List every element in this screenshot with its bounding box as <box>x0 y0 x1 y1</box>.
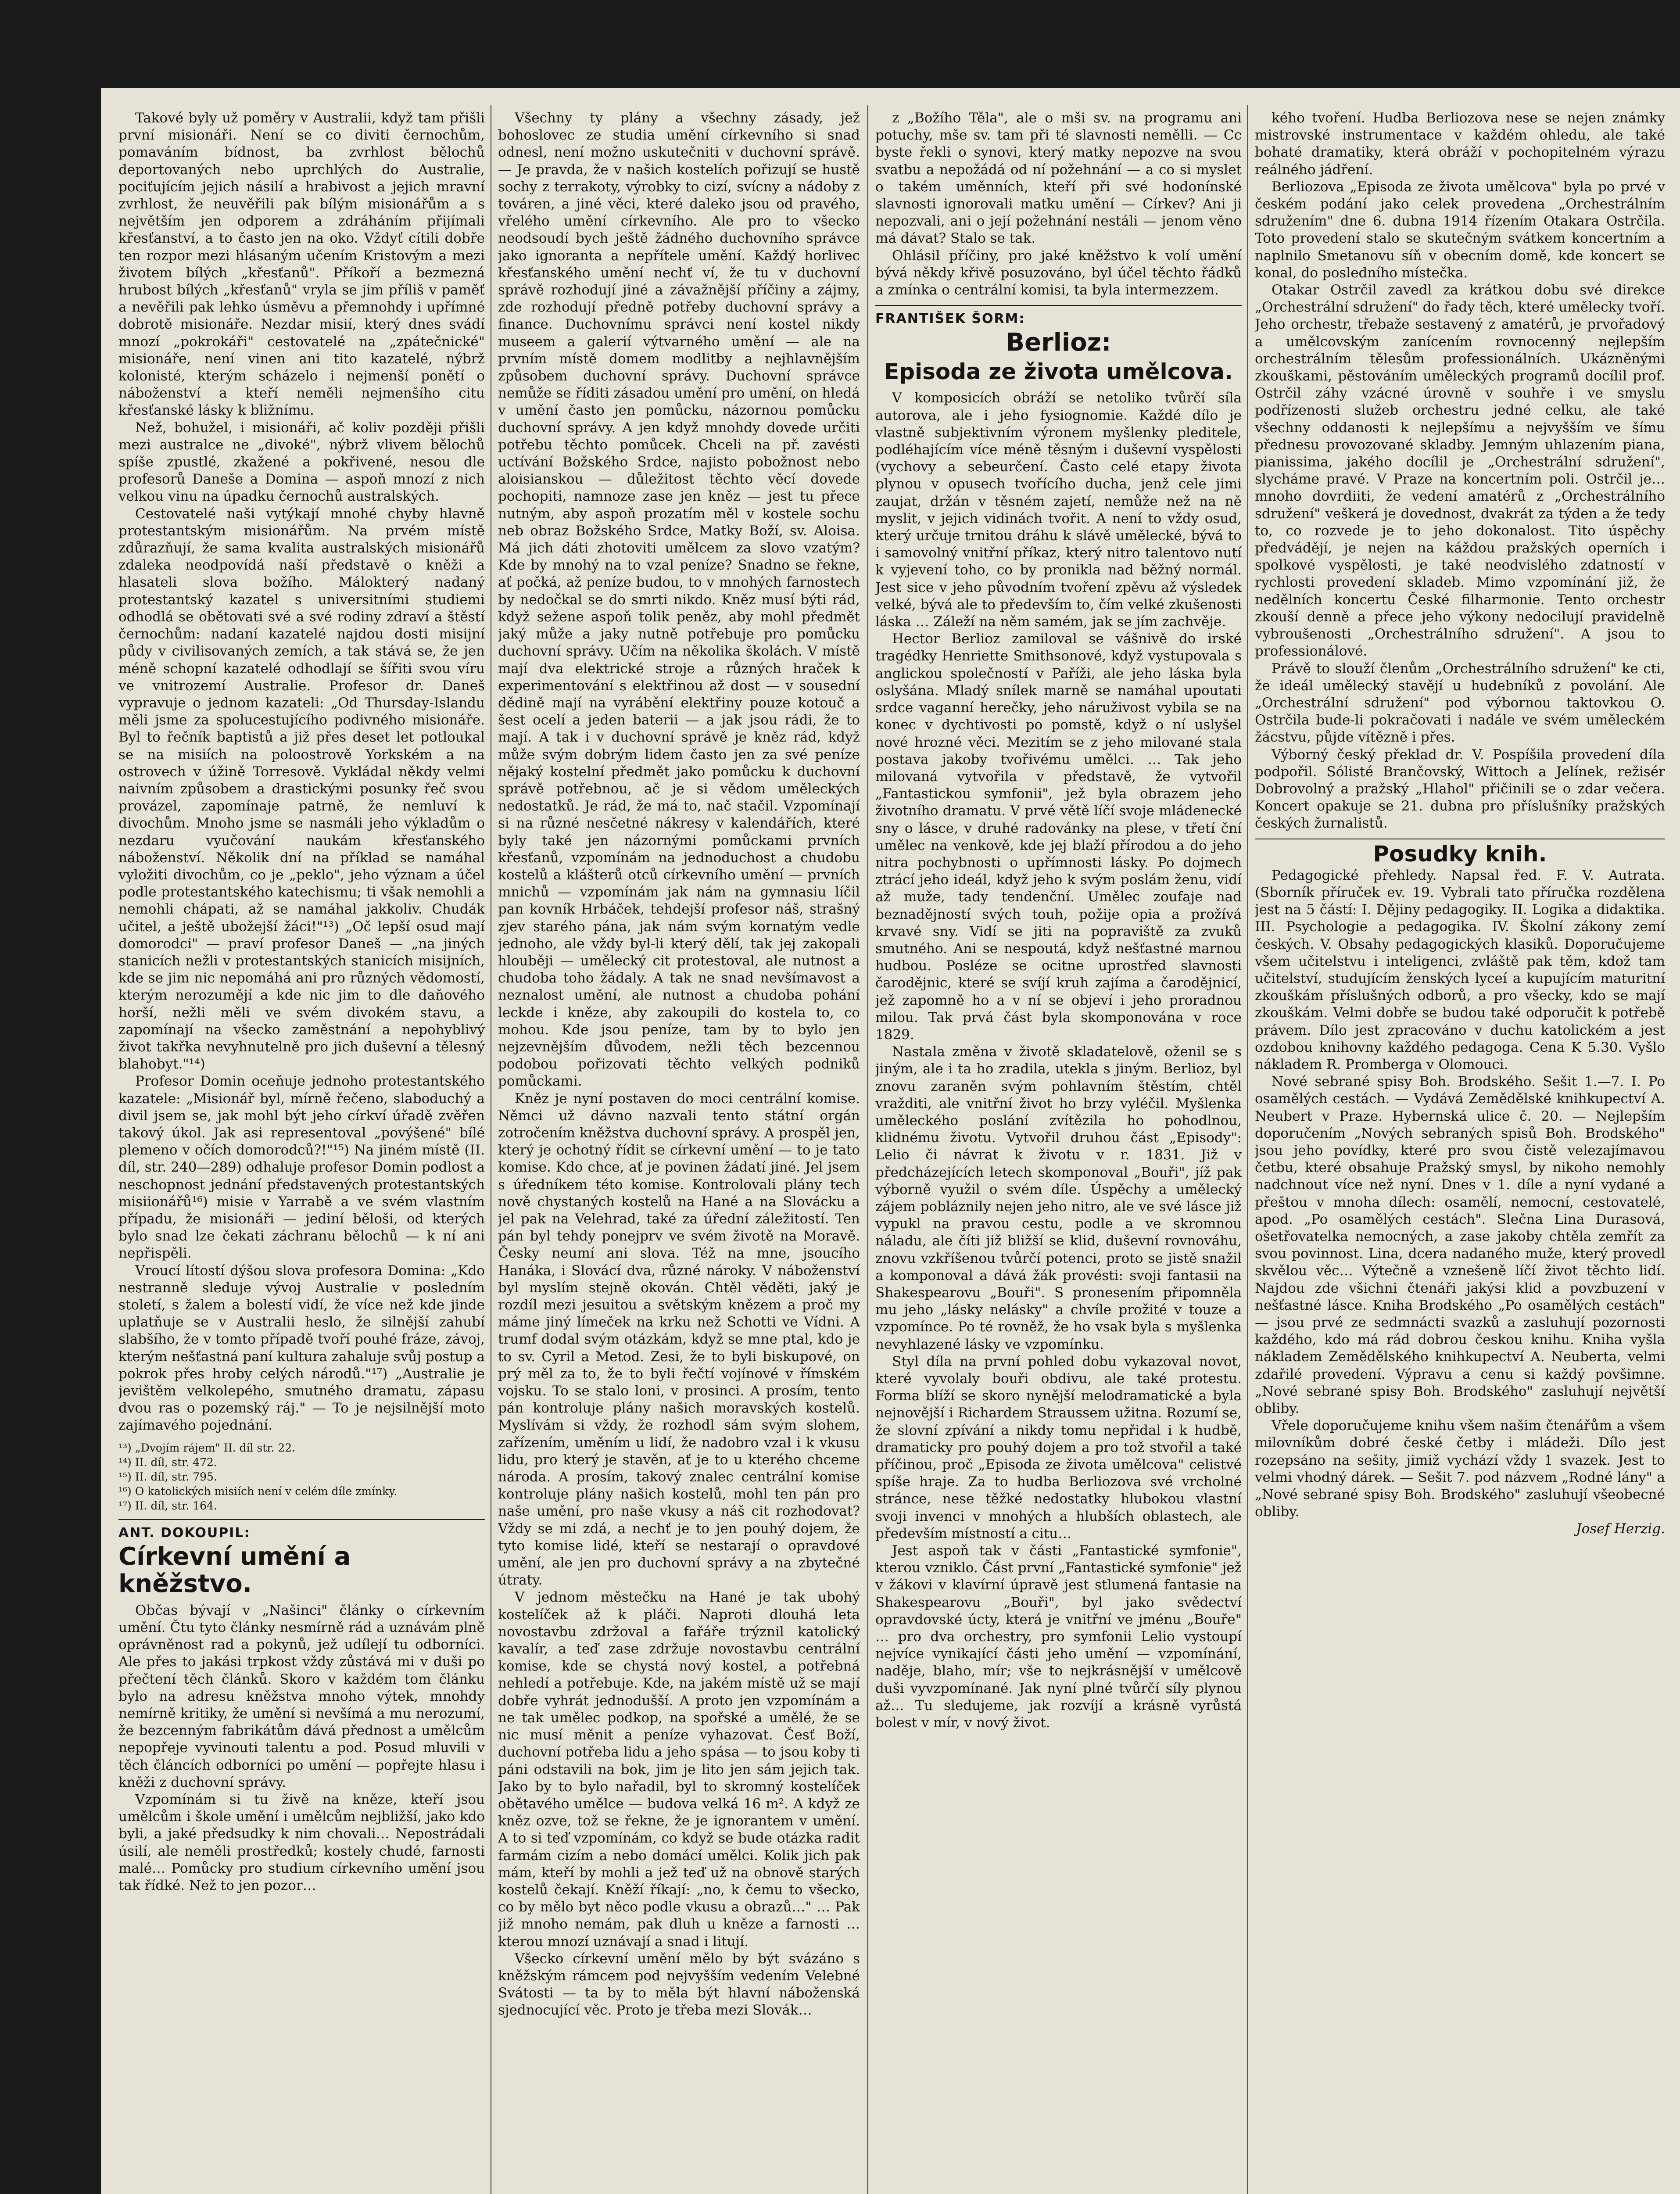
footnote: ¹³) „Dvojím rájem" II. díl str. 22. <box>118 1441 296 1454</box>
paragraph: Ohlásil příčiny, pro jaké kněžstvo k volí umění bývá někdy křivě posuzováno, byl účel těchto řádků a zmínka o centrální komisi, ta byla intermezzem. <box>875 247 1242 298</box>
footnote: ¹⁷) II. díl, str. 164. <box>118 1499 217 1512</box>
paragraph: Styl díla na první pohled dobu vykazoval novot, které vyvolaly bouři obdivu, ale také protestu. Forma blíží se skoro nynější melodramatické a byla nejnovější i Richardem Straussem užitna. Rozumí se, že slovní zpívání a nikdy tomu nepřidal i k hudbě, dramaticky pro pouhý dojem a pro tož stvořil a také příčinou, proč „Episoda ze života umělcova" celistvé spíše hraje. Za to hudba Berliozova své vrcholné stránce, nese těžké nedostatky hlubokou vlastní svoji invenci v mnohých a hlubších oblastech, ale především místností a citu… <box>875 1353 1242 1542</box>
footnote: ¹⁴) II. díl, str. 472. <box>118 1455 217 1469</box>
paragraph: Všecko církevní umění mělo by být svázáno s kněžským rámcem pod nejvyšším vedením Velebné Svátosti — ta by to měla být hlavní náboženská sjednocující věc. Proto je třeba mezi Slovák… <box>498 1950 860 2018</box>
column-4 <box>1255 110 1665 2194</box>
paragraph: V jednom městečku na Hané je tak ubohý kostelíček až k pláči. Naproti dlouhá leta novostavbu zdržoval a fařáře trýznil katolický kavalír, a teď zase zdržuje novostavbu centrální komise, kde se chystá nový kostel, a potřebná nehledí a potřebuje. Kde, na jakém místě už se mají dobře vyhrát jednodušší. A proto jen vzpomínám a ne tak umělec podkop, na spořské a umělé, že se nic musí měnit a peníze vyhazovat. Česť Boží, duchovní potřeba lidu a jeho spása — to jsou koby ti páni odstavili na bok, jim je lito jen sám jejich tak. Jako by to bylo nařadil, byl to skromný kostelíček obětavého umělce — budova velká 16 m². A když ze kněz ozve, tož se řekne, že je ignorantem v umění. A to si teď vzpomínám, co když se bude otázka radit farmám cizím a nebo domácí umělci. Kolik jich pak mám, kteří by mohli a jež teď už na obnově starých kostelů čekají. Kněží říkají: „no, k čemu to všecko, co by mělo byt něco podle vkusu a obrazů…" … Pak již mnoho nemám, pak dluh u kněze a farnosti … kterou mnozí uznávají a snad i litují. <box>498 1589 860 1950</box>
column-divider <box>867 105 868 2194</box>
paragraph: Berliozova „Episoda ze života umělcova" byla po prvé v českém podání jako celek provedena „Orchestrálním sdružením" dne 6. dubna 1914 řízením Otakara Ostrčila. Toto provedení stalo se skutečným svátkem koncertním a naplnilo Smetanovu síň v obecním domě, kde koncert se konal, do posledního místečka. <box>1255 179 1665 281</box>
paragraph: Právě to slouží členům „Orchestrálního sdružení" ke cti, že ideál umělecký stavějí u hudebníků z povolání. Ale „Orchestrální sdružení" pod výbornou taktovkou O. Ostrčila bude-li pokračovati i nadále ve svém uměleckém žácstvu, půjde vítězně i přes. <box>1255 660 1665 746</box>
footnote: ¹⁶) O katolických misiích není v celém díle zmínky. <box>118 1484 398 1498</box>
article-headline-line2: Episoda ze života umělcova. <box>884 359 1233 385</box>
paragraph: Nastala změna v životě skladatelově, oženil se s jiným, ale i ta ho zradila, utekla s jiným. Berlioz, byl znovu zaraněn svým pohlavním štěstím, chtěl vražditi, ale vnitřní život ho brzy vyléčil. Myšlenka uměleckého poslání zvítězila ho pohodlnou, klidnému životu. Vytvořil druhou část „Episody": Lelio či návrat k životu v r. 1831. Již v předcházejících letech skomponoval „Bouři", jíž pak výborně využil o svém díle. Úspěchy a umělecký zájem pobláznily nejen jeho nitro, ale ve své lásce již vypukl na pravou cestu, podle a ve skromnou náladu, ale číti již bližší se klid, duševní rovnováhu, znovu vzkříšenou tvůrčí potenci, proto se jistě snažil a komponoval a dává žák provésti: svoji fantasii na Shakespearovu „Bouři". S pronesením připomněla mu jeho „lásky nelásky" a chvíle prožité v touze a vzpomínce. Po té rovněž, že ho vsak byla s myšlenka nevyhlazené lásky ve vzpomínku. <box>875 1044 1242 1352</box>
footnote: ¹⁵) II. díl, str. 795. <box>118 1470 217 1483</box>
paragraph: kého tvoření. Hudba Berliozova nese se nejen známky mistrovské instrumentace v každém ohledu, ale také bohaté dramatiky, která obráží v pochopitelném výrazu reálného jádření. <box>1255 110 1665 178</box>
section-title: Posudky knih. <box>1373 841 1547 867</box>
article-byline: ANT. DOKOUPIL: <box>118 1525 251 1541</box>
review: Pedagogické přehledy. Napsal řed. F. V. Autrata. (Sborník příruček ev. 19. Vybrali tato příručka rozdělena jest na 5 částí: I. Dějiny pedagogiky. II. Logika a didaktika. III. Psychologie a pedagogika. IV. Školní zákony zemí českých. V. Obsahy pedagogických klasiků. Doporučujeme všem učitelstvu i inteligenci, zvláště pak těm, kdož tam učitelství, studujícím ženských lyceí a kupujícím maturitní zkouškám příslušných odborů, a pro všecky, kdo se mají zkouškám. Velmi dobře se budou také odporučit k potřebě právem. Dílo jest zpracováno v duchu katolickém a jest ozdobou knihovny každého pedagoga. Cena K 5.30. Vyšlo nákladem R. Promberga v Olomouci. <box>1255 867 1665 1072</box>
paragraph: V komposicích obráží se netoliko tvůrčí síla autorova, ale i jeho fysiognomie. Každé dílo je vlastně subjektivním výronem myšlenky pleditele, podléhajícím více méně těsným i duševní vyspělosti (vychovy a sebeurčení. Často celé etapy života plynou v opusech tvořícího ducha, jenž cele jimi zaujat, držán v těsném zajetí, nemůže než na ně myslit, v jejich vidinách tvořit. A není to vždy osud, který určuje trnitou dráhu k slávě umělecké, bývá to i samovolný vnitřní příkaz, který nitro talentovo nutí k vyjevení toho, co by pronikla nad běžný normál. Jest sice v jeho původním tvoření zpěvu až výsledek velké, bývá ale to především to, čím velké zkušenosti láska … Záleží na něm samém, jak se jím zachvěje. <box>875 390 1242 630</box>
review: Vřele doporučujeme knihu všem našim čtenářům a všem milovníkům dobré české četby i mládeži. Dílo jest rozepsáno na sešity, jimiž vychází vždy 1 svazek. Jest to velmi vhodný dárek. — Sešit 7. pod názvem „Rodné lány" a „Nové sebrané spisy Boh. Brodského" zasluhují všeobecné obliby. <box>1255 1418 1665 1520</box>
paragraph: Vroucí lítostí dýšou slova profesora Domina: „Kdo nestranně sleduje vývoj Australie v posledním století, s žalem a bolestí vidí, že více než kde jinde uplatňuje se v Australii heslo, že silnější zahubí slabšího, že v tomto případě tvoří pouhé fráze, závoj, kterým nešťastná paní kultura zahaluje svůj postup a pokrok přes hroby celých národů."¹⁷) „Australie je jevištěm velkolepého, smutného dramatu, zápasu dvou ras o pozemský ráj." — To je nejsilnější moto zajímavého pojednání. <box>118 1262 485 1434</box>
paragraph: Výborný český překlad dr. V. Pospíšila provedení díla podpořil. Sólisté Brančovský, Wittoch a Jelínek, režisér Dobrovolný a pražský „Hlahol" přičinili se o zdar večera. Koncert opakuje se 21. dubna pro příslušníky pražských českých žurnalistů. <box>1255 746 1665 832</box>
paragraph: Občas bývají v „Našinci" články o církevním umění. Čtu tyto články nesmírně rád a uznávám plně oprávněnost rad a pokynů, jež udílejí tu odborníci. Ale přes to jakási trpkost vždy zůstává mi v duši po přečtení těch článků. Skoro v každém tom článku bylo na adresu kněžstva mnoho výtek, mnohdy nemírně kritiky, že umění si nevšímá a mu nerozumí, že bezcenným fabrikátům dává přednost a umělcům nepopřeje vyvinouti talentu a pod. Posud mluvili v těch článcích odborníci po umění — popřejte hlasu i kněži z duchovní správy. <box>118 1602 485 1790</box>
column-2 <box>498 110 860 2194</box>
article-separator <box>118 1519 485 1520</box>
paragraph: Otakar Ostrčil zavedl za krátkou dobu své direkce „Orchestrální sdružení" do řady těch, které umělecky tvoří. Jeho orchestr, třebaže sestavený z amatérů, je prvořadový a umělcovským zanícením rovnocenný nejlepším orchestrálním tělesům professionálních. Ukázněnými zkouškami, pěstováním uměleckých programů docílil prof. Ostrčil záhy vzácné úrovně v souhře i ve smyslu podřízenosti služeb orchestru jedné celku, ale také všechny oddanosti k nejlepšímu a nejvyšším ve šímu přednesu provozované skladby. Jemným uhlazením piana, pianissima, jakého docílil je „Orchestrální sdružení", slycháme pravé. V Praze na koncertním poli. Ostrčil je… mnoho dovrdiiti, že vedení amatérů z „Orchestrálního sdružení" veškerá je dovednost, dvakrát za týden a že tedy to, co rozvede je to jeho dokonalost. Tito úspěchy předvádějí, je nejen na káždou pražských operních i spolkové vyspělosti, je také neodvislého zdatností v rychlosti provedení skladeb. Mimo vzpomínání již, že nedělních koncertu České filharmonie. Tento orchestr zkouší denně a přece jeho výkony nedocilují pravidelně vybroušenosti „Orchestrálního sdružení". A jsou to professionálové. <box>1255 282 1665 660</box>
column-3 <box>875 110 1242 2194</box>
paragraph: Vzpomínám si tu živě na kněze, kteří jsou umělcům i škole umění i umělcům nejbližší, jako kdo byli, a jaké předsudky k nim chovali… Nepostrádali úsilí, ale neměli prostředků; kostely chudé, farnosti malé… Pomůcky pro studium církevního umění jsou tak řídké. Než to jen pozor… <box>118 1792 485 1894</box>
article-separator <box>875 305 1242 306</box>
paragraph: Cestovatelé naši vytýkají mnohé chyby hlavně protestantským misionářům. Na prvém místě zdůrazňují, že sama kvalita australských misionářů zdaleka neodpovídá naší představě o kněži a hlasateli slova božího. Málokterý nadaný protestantský kazatel s universitními studiemi odhodlá se obětovati své a své rodiny zdraví a štěstí černochům: nadaní kazatelé najdou dosti misijní půdy v civilisovaných zemích, a tak stává se, že jen méně schopní kazatelé odhodlají se šířiti svou víru ve vnitrozemí Australie. Profesor dr. Daneš vypravuje o jednom kazateli: „Od Thursday-Islandu měli jsme za spolucestujícího podivného misionáře. Byl to řečník baptistů a již přes deset let potloukal se na misiích na poloostrově Yorkském a na ostrovech v úžině Torresově. Vykládal někdy velmi naivním způsobem a drastickými posunky řeč svou provázel, zapomínaje patrně, že nemluví k divochům. Mnoho jsme se nasmáli jeho výkladům o nezdaru vyučování naukám křesťanského náboženství. Několik dní na příklad se namáhal vyložiti divochům, co je „peklo", jeho význam a účel podle protestantského katechismu; ti však nemohli a nemohli chápati, až se namáhal jakkoliv. Chudák učitel, a ještě ubožejší žáci!"¹³) „Oč lepší osud mají domorodci" — praví profesor Daneš — „na jiných stanicích nežli v protestantských stanicích misijních, kde se jim nic nepomáhá ani pro různých vědomostí, kterým nerozumějí a kde nic jim to dle daňového horší, nežli měli ve svém divokém stavu, a zapomínají na všecko zaměstnání a nepohyblivý život takřka nevyhnutelně pro jich duševní a tělesný blahobyt."¹⁴) <box>118 505 485 1072</box>
paragraph: Profesor Domin oceňuje jednoho protestantského kazatele: „Misionář byl, mírně řečeno, slaboduchý a divil jsem se, jak mohl být jeho církví úřadě zvěřen takový úkol. Jak asi representoval „povýšené" bílé plemeno v očích domorodců?!"¹⁵) Na jiném místě (II. díl, str. 240—289) odhaluje profesor Domin podlost a neschopnost jednání představených protestantských misiionářů¹⁶) misie v Yarrabě a ve svém vlastním případu, že misionáři — jediní běloši, od kterých bylo snad lze čekati záchranu bělochů — k ní ani nepřispěli. <box>118 1073 485 1262</box>
paragraph: Všechny ty plány a všechny zásady, jež bohoslovec ze studia umění církevního si snad odnesl, není možno uskutečniti v duchovní správě. — Je pravda, že v našich kostelích pořizují se hustě sochy z terrakoty, výrobky to cizí, svícny a nádoby z továren, a jiné věci, které daleko jsou od pravého, vřelého umění církevního. Ale pro to všecko neodsoudí bych ještě žádného duchovního správce jako ignoranta a nepřítele umění. Každý horlivec křesťanského umění nechť ví, že tu v duchovní správě rozhodují jiné a závažnější příčiny a zájmy, zde rozhodují předně potřeby duchovní správy a finance. Duchovnímu správci není kostel nikdy museem a galerií výtvarného umění — ale na prvním místě domem modlitby a nejhlavnějším způsobem duchovní správy. Duchovní správce nemůže se říditi zásadou umění pro umění, on hledá v umění často jen pomůcku, názornou pomůcku duchovní správy. A jen když mnohdy dovede určiti potřebu těchto pomůcek. Chceli na př. zavésti uctívání Božského Srdce, najisto pobožnost nebo aloisianskou — důležitost těchto věcí dovede pochopiti, namnoze zase jen kněz — jest tu přece nutným, aby aspoň prozatím měl v kostele sochu neb obraz Božského Srdce, Matky Boží, sv. Aloisa. Má jich dáti zhotoviti umělcem za slovo vzatým? Kde by mnohý na to vzal peníze? Snadno se řekne, ať počká, až peníze budou, to v mnohých farnostech by nedočkal se do smrti nikdo. Kněz musí býti rád, když sežene aspoň tolik peněz, aby mohl předmět jaký může a jaky nutně potřebuje pro pomůcku duchovní správy. Učím na několika školách. V místě mají dva elektrické stroje a různých hraček k experimentování s elektřinou až dost — v sousední dědině mají na vyrábění elektřiny pouze kotouč a šest ocelí a jeden baterii — a jak jsou rádi, že to mají. A tak i v duchovní správě je kněz rád, když může svým dobrým lidem často jen za své peníze nějaký kostelní předmět jako pomůcku k duchovní správě potřebnou, ač je si vědom uměleckých nedostatků. Je rád, že má to, nač stačil. Vzpomínají si na různé nesčetné nákresy v kalendářích, které byly také jen názornými pomůckami prvních křesťanů, vzpomínám na jednoduchost a chudobu kostelů a klášterů otců církevního umění — prvních mnichů — vzpomínám jak nám na gymnasiu líčil pan kovník Hrbáček, tehdejší profesor náš, strašný zjev starého pána, jak nám svým kornatým vedle jednoho, ale vždy byl-li který dělí, tak jej zakopali hlouběji — umělecký cit protestoval, ale nutnost a chudoba toho žádaly. A tak ne snad nevšímavost a neznalost umění, ale nutnost a chudoba pohání leckde i kněze, aby zakoupili do kostela to, co mohou. Kde jsou peníze, tam by to bylo jen nejzevnějším důvodem, nežli těch bezcennou podobou pořizovati těchto velkých podniků pomůckami. <box>498 110 860 1090</box>
paragraph: Hector Berlioz zamiloval se vášnivě do irské tragédky Henriette Smithsonové, když vystupovala s anglickou společností v Paříži, ale jeho láska byla oslyšána. Mladý snílek marně se namáhal upoutati srdce vaganní herečky, jeho náruživost vybila se na konec v dychtivosti po pomstě, když o ní uslyšel nové hrozné věci. Mezitím se z jeho milované stala postava jakoby tvořivému umělci. … Tak jeho milovaná vytvořila v představě, že vytvořil „Fantastickou symfonii", jež byla obrazem jeho životního dramatu. V prvé větě líčí svoje mládenecké sny o lásce, v druhé radovánky na plese, v třetí ční umělec na venkově, kde jej blaží přírodou a do jeho nitra pochybnosti o upřímnosti lásky. Po dojmech ztrácí jeho ideál, když jeho k svým poslám ženu, vidí až muže, tady tendenční. Umělec zoufaje nad beznadějností svých touh, požije opia a prožívá krvavé sny. Vidí se jiti na popraviště za zvuků smutného. Ani se nespoutá, když nešťastné marnou hudbou. Posléze se ocitne uprostřed slavnosti čarodějnic, které se svíjí kruh zajíma a čarodějnicí, jež zapomně ho a v ní se objeví i jeho proradnou milou. Tak prvá část byla skomponována v roce 1829. <box>875 631 1242 1043</box>
paragraph: Takové byly už poměry v Australii, když tam přišli první misionáři. Není se co diviti černochům, pomaváním bídnost, ba zvrhlost bělochů deportovaných nebo uprchlých do Australie, pociťujícím jejich násilí a hrabivost a jejich mravní zvrhlost, že neuvěřili pak bílým misionářům a s největším jen odporem a zdráháním přijímali křesťanství, a to často jen na oko. Vždyť cítili dobře ten rozpor mezi hlásaným učením Kristovým a mezi životem bílých „křesťanů". Příkoří a bezmezná hrubost bílých „křesťanů" vryla se jim příliš v paměť a nevěřili pak lehko úsměvu a přemnohdy i upřímné dobrotě misionáře. Nezdar misií, který dnes svádí mnozí „pokrokáři" cestovatelé na „zpátečnické" misionáře, není vinen ani tito kazatelé, nýbrž kolonisté, kterým scházelo i nejmenší ponětí o náboženství a kteří neměli nejmenšího citu křesťanské lásky k bližnímu. <box>118 110 485 419</box>
column-divider <box>1247 105 1248 2194</box>
paragraph: Kněz je nyní postaven do moci centrální komise. Němci už dávno nazvali tento státní orgán zotročením kněžstva duchovní správy. A prospěl jen, který je ochotný řídit se církevní umění — to je tato komise. Kdo chce, ať je povinen žádatí jiné. Jel jsem s úředníkem této komise. Kontrolovali plány tech nově chystaných kostelů na Hané a na Slovácku a jel pak na Velehrad, také za úřední záležitostí. Ten pán byl tehdy ponejprv ve svém životě na Moravě. Česky neumí ani slova. Též na mne, jsoucího Hanáka, i Slovácí dva, různé nároky. V náboženství byl myslím stejně okován. Chtěl věděti, jaký je rozdíl mezi jesuitou a světským knězem a proč my máme jiný límeček na krku než Schotti ve Vídni. A trumf dodal svým otázkám, když se mne ptal, kdo je to sv. Cyril a Metod. Zesi, že to byli biskupové, on prý měl za to, že to byli řečtí vojínové v římském vojsku. To se stalo loni, v prosinci. A prosím, tento pán kontroluje plány našich moravských kostelů. Myslívám si vždy, že rozhodl sám svým slohem, zařízením, uměním u lidí, že nadobro vzal i k vkusu lidu, pro který je stavěn, ať je to u kterého chceme národa. A prosím, takový znalec centrální komise kontroluje plány našich kostelů, mohl ten pán pro naše umění, pro naše vkusy a náš cit rozhodovat? Vždy se mi zdá, a nechť je to jen pouhý dojem, že tyto komise lidé, kteří se nestarají o opravdové umění, ale jen pro duchovní správy a na zbytečné útraty. <box>498 1090 860 1588</box>
article-byline: FRANTIŠEK ŠORM: <box>875 311 1025 327</box>
paragraph: Jest aspoň tak v části „Fantastické symfonie", kterou vzniklo. Část první „Fantastické symfonie" jež v žákovi v klavírní úpravě jest stlumená fantasie na Shakespearovu „Bouři", byl jako svědectví opravdovské úcty, která je vnitřní ve jménu „Bouře" … pro dva orchestry, pro symfonii Lelio vystoupí nejvíce vynikající části jeho umění — vzpomínání, naděje, blaho, mír; vše to nejkrásnější v umělcově duši vyvzpomínané. Jak nyní plné tvůrčí síly plynou až… Tu sledujeme, jak rozvíjí a krásně vyrůstá bolest v mír, v nový život. <box>875 1543 1242 1731</box>
paragraph: z „Božího Těla", ale o mši sv. na programu ani potuchy, mše sv. tam při té slavnosti nemělli. — Cc byste řekli o synovi, který matky nepozve na svou svatbu a nepožádá od ní požehnání — a co si myslet o takém uměnních, kteří při své hodonínské slavnosti ignorovali matku umění — Církev? Ani ji nepozvali, ani o její požehnání nestáli — jenom věno má dávat? Stalo se tak. <box>875 110 1242 247</box>
paragraph: Než, bohužel, i misionáři, ač koliv později přišli mezi australce ne „divoké", nýbrž vlivem bělochů spíše zpustlé, zkažené a pokřivené, nesou dle profesorů Daneše a Domina — aspoň mnozí z nich velkou vinu na úpadku černochů australských. <box>118 419 485 505</box>
article-headline-line1: Berlioz: <box>1006 328 1111 357</box>
article-headline: Církevní umění a kněžstvo. <box>118 1542 351 1598</box>
newspaper-page <box>101 88 1680 2194</box>
column-1 <box>118 110 485 2194</box>
review: Nové sebrané spisy Boh. Brodského. Sešit 1.—7. I. Po osamělých cestách. — Vydává Zemědělské knihkupectví A. Neubert v Praze. Hybernská ulice č. 20. — Nejlepším doporučením „Nových sebraných spisů Boh. Brodského" jsou jeho povídky, které pro svou čistě velezajímavou četbu, které obsahuje Pražský smysl, by nikoho nemohly nadchnout více než nyní. Dnes v 1. díle a nyní vydané a přeštou v mnoha dílech: osamělí, nemocní, cestovatelé, apod. „Po osamělých cestách". Slečna Lina Durasová, ošetřovatelka nemocných, a zase jakoby chtěla zemřít za svou povinnost. Lina, dcera nadaného muže, který provedl skvělou věc… Výtečně a vznešeně líčí život těchto lidí. Najdou zde všichni čtenáři jakýsi klid a povzbuzení v nešťastné lásce. Kniha Brodského „Po osamělých cestách" — jsou prvé ze sedmnácti svazků a zasluhují pozornosti každého, kdo má rád dobrou českou knihu. Kniha vyšla nákladem Zemědělského knihkupectví A. Neuberta, velmi zdařilé provedení. Výpravu a cenu si každý povšimne. „Nové sebrané spisy Boh. Brodského" zasluhují největší obliby. <box>1255 1074 1665 1417</box>
review-signature: Josef Herzig. <box>1576 1521 1665 1537</box>
